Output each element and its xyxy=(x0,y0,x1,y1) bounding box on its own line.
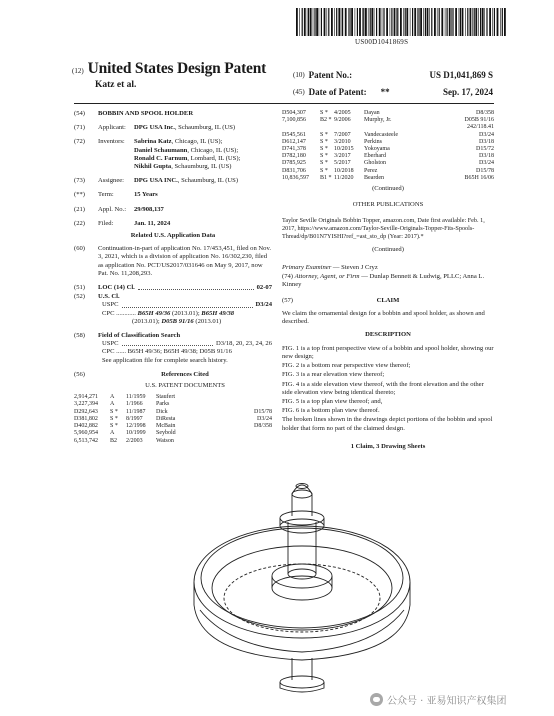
cpc-label: CPC xyxy=(102,348,115,356)
inventor-name: Ronald C. Farnum xyxy=(134,154,188,162)
ref-name xyxy=(364,124,426,131)
inventor-name: Daniel Schaumann xyxy=(134,146,188,154)
ref-class: D3/24 xyxy=(257,415,272,422)
patent-date: Sep. 17, 2024 xyxy=(442,86,493,97)
ref-class: D15/78 xyxy=(254,408,272,415)
ref-name: Eberhard xyxy=(364,153,386,160)
inventor-short: Katz et al. xyxy=(95,80,137,90)
field-52: (52) U.S. Cl. USPC D3/24 CPC ............ B65H 49/36 (2013.01); B65H 49/38 (2013.01); D05B 91/16 (2013.01) xyxy=(74,293,272,325)
ref-date xyxy=(334,124,364,131)
ref-class: D15/78 xyxy=(476,167,494,174)
attorney-line xyxy=(282,273,494,289)
cpc-label: CPC xyxy=(102,309,115,317)
applicant-label: Applicant: xyxy=(98,124,126,132)
ref-class: D15/72 xyxy=(476,146,494,153)
claim-text: We claim the ornamental design for a bobbin and spool holder, as shown and described. xyxy=(282,310,485,326)
field-56 xyxy=(74,371,272,379)
inventor-name: Nikhil Gupta xyxy=(134,163,172,171)
reference-row xyxy=(282,168,494,175)
ref-name: Seybold xyxy=(156,430,176,437)
field-51 xyxy=(74,284,272,292)
continuation-text: Continuation-in-part of application No. 17/453,451, filed on Nov. 3, 2021, which is a division of application No. 16/302,230, filed as application No. PCT/US2017/031646 on May 9, 2017, now Pat. No. 11,208,293. xyxy=(98,245,271,277)
ref-kind: S * xyxy=(320,138,328,145)
patent-number-row xyxy=(293,66,493,83)
field-code: (21) xyxy=(74,205,85,213)
wechat-icon xyxy=(370,693,383,706)
inventor-location: , Lombard, IL (US); xyxy=(187,154,241,162)
ref-name: DiResta xyxy=(156,415,176,422)
field-code: (60) xyxy=(74,245,85,253)
search-uspc: D3/18, 20, 23, 24, 26 xyxy=(215,340,272,348)
field-22 xyxy=(74,220,272,228)
patent-number: US D1,041,869 S xyxy=(429,69,493,80)
ref-kind: S * xyxy=(320,131,328,138)
field-code: (54) xyxy=(74,110,85,117)
inventor-location: , Chicago, IL (US); xyxy=(171,138,223,146)
ref-date: 7/2007 xyxy=(334,131,351,138)
reference-row xyxy=(74,394,272,401)
inventor-location: , Chicago, IL (US); xyxy=(187,146,239,154)
description-fig2: FIG. 2 is a bottom rear perspective view thereof; xyxy=(282,362,411,370)
search-field-label: Field of Classification Search xyxy=(98,332,181,340)
field-code: (71) xyxy=(74,124,85,132)
ref-name: Yokoyama xyxy=(364,146,390,153)
ref-kind: A xyxy=(110,394,115,401)
filed-label: Filed: xyxy=(98,219,114,227)
inventors-list xyxy=(134,138,272,171)
description-fig1: FIG. 1 is a top front perspective view of a bobbin and spool holder, showing our new design; xyxy=(282,344,494,361)
left-references xyxy=(74,394,272,444)
ref-kind: B2 * xyxy=(320,117,332,124)
ref-number xyxy=(282,124,320,131)
field-73 xyxy=(74,177,272,185)
ref-number: D831,706 xyxy=(282,167,306,174)
cpc-class: D05B 91/16 xyxy=(161,317,194,325)
reference-row xyxy=(282,117,494,124)
field-58: (58) Field of Classification Search USPC D3/18, 20, 23, 24, 26 CPC ...... B65H 49/36; B65H 49/38; D05B 91/16 See application file for complete search history. xyxy=(74,332,272,364)
reference-row xyxy=(74,416,272,423)
ref-class: D3/24 xyxy=(479,160,494,167)
ref-class xyxy=(216,438,272,445)
barcode xyxy=(296,8,508,36)
reference-row xyxy=(282,139,494,146)
other-publications-heading: OTHER PUBLICATIONS xyxy=(352,201,424,209)
ref-number: 2,914,271 xyxy=(74,394,98,401)
reference-row xyxy=(282,153,494,160)
patent-date-label: Date of Patent: xyxy=(308,86,367,97)
reference-row xyxy=(74,430,272,437)
watermark-text: 公众号 · 亚易知识产权集团 xyxy=(387,696,507,707)
other-publication-text: Taylor Seville Originals Bobbin Topper, amazon.com, Date first available: Feb. 1, 2017, https://www.amazon.com/Taylor-Seville-Originals-Topper-Fits-Spools-Thread/dp/B01N7YISHI?ref_=ast_sto_dp (Year: 2017).* xyxy=(282,217,485,240)
field-72 xyxy=(74,138,272,171)
ref-kind xyxy=(320,124,334,131)
ref-date: 5/2017 xyxy=(334,160,351,167)
inventors-label: Inventors: xyxy=(98,138,125,146)
reference-row xyxy=(282,160,494,167)
assignee-name: DPG USA INC. xyxy=(134,177,178,185)
uspc-label: USPC xyxy=(102,340,119,348)
field-term xyxy=(74,191,272,199)
patent-title: BOBBIN AND SPOOL HOLDER xyxy=(98,110,194,117)
us-cl-label: U.S. Cl. xyxy=(98,293,120,301)
field-code: (52) xyxy=(74,293,85,301)
description-fig6: FIG. 6 is a bottom plan view thereof. xyxy=(282,407,380,415)
ref-date: 3/2010 xyxy=(334,138,351,145)
ref-name: Bearden xyxy=(364,174,384,181)
claims-sheets-count: 1 Claim, 3 Drawing Sheets xyxy=(350,442,426,450)
ref-date: 10/2015 xyxy=(334,146,354,153)
ref-date: 10/1999 xyxy=(126,430,146,437)
reference-row xyxy=(282,124,494,131)
bobbin-spool-holder-drawing xyxy=(190,470,420,695)
ref-date: 11/2020 xyxy=(334,174,354,181)
ref-kind: B1 * xyxy=(320,174,332,181)
search-note: See application file for complete search history. xyxy=(102,356,228,364)
ref-name: Dick xyxy=(156,408,168,415)
description-fig4: FIG. 4 is a side elevation view thereof, with the front elevation and the other side elevation view being identical thereto; xyxy=(282,380,484,396)
search-cpc: B65H 49/36; B65H 49/38; D05B 91/16 xyxy=(127,348,232,356)
ref-class xyxy=(216,401,272,408)
uspc-label: USPC xyxy=(102,301,119,309)
description-fig3: FIG. 3 is a rear elevation view thereof; xyxy=(282,371,385,379)
examiner-name: — Steven J Cryz xyxy=(331,264,378,272)
cpc-class: B65H 49/36 xyxy=(137,309,171,317)
related-data-heading: Related U.S. Application Data xyxy=(130,232,216,240)
ref-number: D612,147 xyxy=(282,138,306,145)
reference-row xyxy=(282,146,494,153)
examiner-label: Primary Examiner xyxy=(282,264,332,272)
field-code: (56) xyxy=(74,370,85,378)
field-71 xyxy=(74,124,272,132)
code-45: (45) xyxy=(293,87,305,96)
date-mark: ** xyxy=(380,86,390,97)
header-left xyxy=(72,60,266,78)
ref-date: 9/2006 xyxy=(334,117,351,124)
applicant-location: , Schaumburg, IL (US) xyxy=(174,124,236,132)
uspc-value: D3/24 xyxy=(255,301,272,309)
code-74: (74) xyxy=(282,272,293,280)
cpc-class: B65H 49/38 xyxy=(201,309,235,317)
ref-number: 5,960,954 xyxy=(74,430,98,437)
ref-number: D785,925 xyxy=(282,160,306,167)
code-12: (12) xyxy=(72,67,84,75)
field-code: (51) xyxy=(74,284,85,292)
term-value: 15 Years xyxy=(134,191,158,199)
ref-name: Dayan xyxy=(364,110,380,116)
reference-row xyxy=(282,110,494,117)
code-10: (10) xyxy=(293,70,305,79)
field-code: (**) xyxy=(74,191,85,199)
term-label: Term: xyxy=(98,191,114,199)
right-references xyxy=(282,110,494,182)
ref-date: 11/1959 xyxy=(126,394,146,401)
ref-number: D782,180 xyxy=(282,153,306,160)
patent-date-row xyxy=(293,83,493,100)
field-code: (73) xyxy=(74,177,85,185)
examiner-line xyxy=(282,264,494,272)
ref-number: D381,802 xyxy=(74,415,98,422)
wechat-watermark xyxy=(370,692,507,707)
filed-date: Jan. 11, 2024 xyxy=(134,219,171,227)
field-21 xyxy=(74,206,272,214)
ref-name: Parks xyxy=(156,401,170,408)
ref-kind: S * xyxy=(320,167,328,174)
attorney-label: Attorney, Agent, or Firm xyxy=(294,272,360,280)
ref-kind: S * xyxy=(320,146,328,153)
reference-row xyxy=(282,132,494,139)
cpc-date: (2013.01) xyxy=(193,317,222,325)
field-code: (22) xyxy=(74,219,85,227)
reference-row xyxy=(74,438,272,445)
ref-number: D292,643 xyxy=(74,408,98,415)
field-code: (72) xyxy=(74,138,85,146)
header-rule xyxy=(74,103,494,104)
cpc-date: (2013.01); xyxy=(132,317,162,325)
ref-class xyxy=(216,430,272,437)
description-broken-lines: The broken lines shown in the drawings depict portions of the bobbin and spool holder that form no part of the claimed design. xyxy=(282,416,493,432)
assignee-label: Assignee: xyxy=(98,177,125,185)
ref-number: 10,836,597 xyxy=(282,174,309,181)
ref-class: D3/18 xyxy=(479,153,494,160)
ref-kind: S * xyxy=(320,153,328,160)
appl-no: 29/908,137 xyxy=(134,205,164,213)
applicant-name: DPG USA Inc. xyxy=(134,124,175,132)
left-column xyxy=(74,110,272,445)
field-code: (58) xyxy=(74,332,85,340)
description-fig5: FIG. 5 is a top plan view thereof; and, xyxy=(282,398,383,406)
references-heading: References Cited xyxy=(161,370,209,378)
claim-heading: CLAIM xyxy=(376,297,400,305)
ref-date: 12/1998 xyxy=(126,423,146,430)
inventor-location: , Schaumburg, IL (US) xyxy=(171,163,232,171)
ref-date: 3/2017 xyxy=(334,153,351,160)
ref-class xyxy=(216,394,272,401)
ref-kind: A xyxy=(110,401,115,408)
us-docs-heading: U.S. PATENT DOCUMENTS xyxy=(145,382,225,390)
field-54 xyxy=(74,110,272,118)
ref-date: 11/1987 xyxy=(126,408,146,415)
claim-heading-row xyxy=(282,297,494,305)
ref-class: 242/118.41 xyxy=(467,124,494,131)
ref-date: 2/2003 xyxy=(126,437,143,444)
ref-number: D402,882 xyxy=(74,423,98,430)
ref-name: Staufert xyxy=(156,394,175,401)
reference-row xyxy=(74,409,272,416)
ref-date: 8/1997 xyxy=(126,415,143,422)
ref-kind: S * xyxy=(320,160,328,167)
field-60 xyxy=(74,245,272,278)
assignee-location: , Schaumburg, IL (US) xyxy=(177,177,239,185)
ref-number: 7,100,856 xyxy=(282,117,306,124)
patent-number-label: Patent No.: xyxy=(308,69,353,80)
ref-kind: A xyxy=(110,430,115,437)
ref-kind: S * xyxy=(110,408,118,415)
description-heading: DESCRIPTION xyxy=(365,330,411,338)
cpc-date: (2013.01); xyxy=(170,309,202,317)
ref-date: 1/1966 xyxy=(126,401,143,408)
ref-name: Murphy, Jr. xyxy=(364,117,392,124)
code-57: (57) xyxy=(282,297,293,305)
ref-date: 4/2005 xyxy=(334,110,351,116)
ref-name: Watson xyxy=(156,437,174,444)
loc-label: LOC (14) Cl. xyxy=(98,284,135,292)
ref-kind: S * xyxy=(110,415,118,422)
loc-value: 02-07 xyxy=(256,284,272,292)
ref-number: 3,227,394 xyxy=(74,401,98,408)
ref-name: Gholston xyxy=(364,160,387,167)
barcode-number: US00D1041869S xyxy=(355,38,409,46)
ref-name: Perez xyxy=(364,167,378,174)
ref-class: D05B 91/16 xyxy=(464,117,494,124)
ref-name: McBain xyxy=(156,423,176,430)
ref-class: D8/358 xyxy=(254,423,272,430)
ref-number: D545,561 xyxy=(282,131,306,138)
appl-no-label: Appl. No.: xyxy=(98,205,127,213)
ref-name: Vandecasteele xyxy=(364,131,398,138)
inventor-name: Sabrina Katz xyxy=(134,138,172,146)
ref-class: D8/358 xyxy=(476,110,494,116)
right-column xyxy=(282,110,494,451)
attorney-name: — Dunlap Bennett & Ludwig, PLLC; Anna L. Kinney xyxy=(282,272,485,288)
ref-kind: B2 xyxy=(110,437,118,444)
reference-row xyxy=(74,423,272,430)
ref-class: D3/18 xyxy=(479,138,494,145)
ref-class: D3/24 xyxy=(479,131,494,138)
ref-number: 6,513,742 xyxy=(74,437,98,444)
ref-date: 10/2018 xyxy=(334,167,354,174)
ref-name: Perkins xyxy=(364,138,382,145)
ref-number: D741,378 xyxy=(282,146,306,153)
ref-number: D504,307 xyxy=(282,110,306,116)
document-type-title: United States Design Patent xyxy=(87,60,267,77)
continued-label-2: (Continued) xyxy=(372,246,404,254)
reference-row xyxy=(74,401,272,408)
header-right xyxy=(293,66,493,100)
ref-kind: S * xyxy=(320,110,328,116)
ref-kind: S * xyxy=(110,423,118,430)
reference-row xyxy=(282,175,494,182)
continued-label: (Continued) xyxy=(372,185,404,193)
ref-class: B65H 16/06 xyxy=(464,174,494,181)
